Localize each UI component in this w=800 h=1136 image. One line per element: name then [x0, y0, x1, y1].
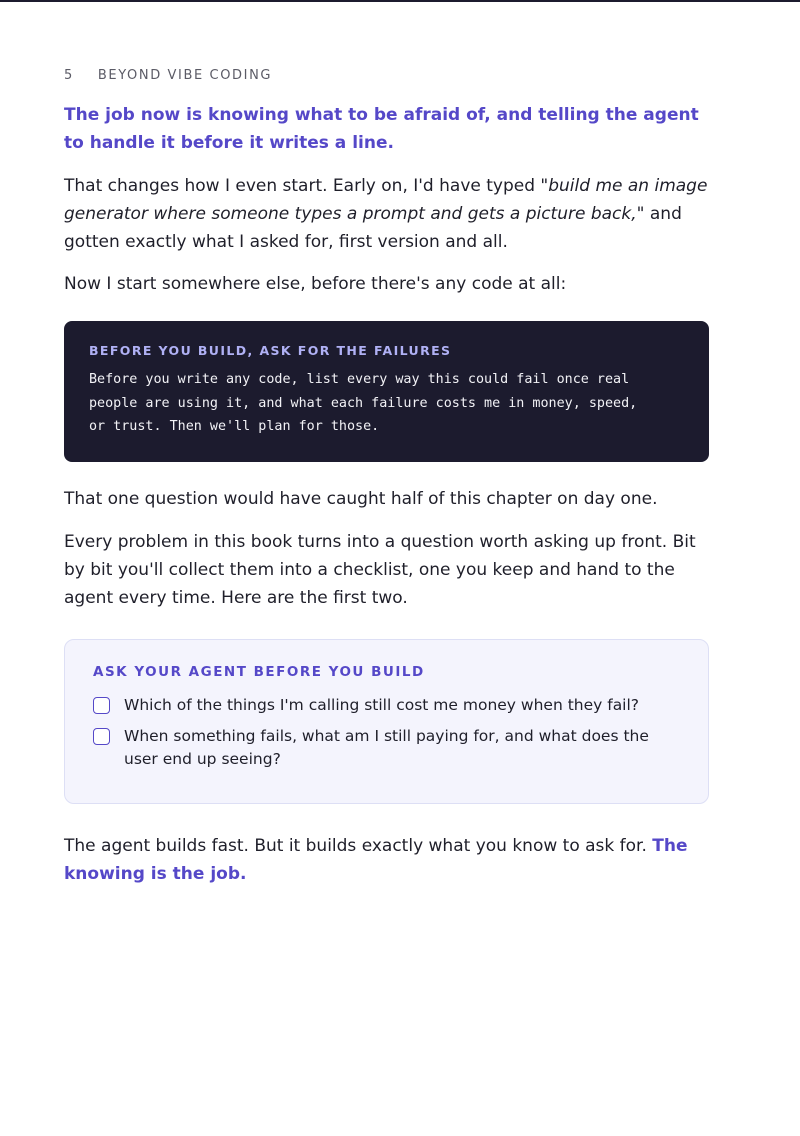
checkbox[interactable] — [93, 728, 110, 745]
paragraph-checklist-intro: Every problem in this book turns into a question worth asking up front. Bit by bit you'll collect them into a checklist, one you keep and hand to the agent every time. Here are the first two. — [64, 532, 696, 608]
checklist-item-text: Which of the things I'm calling still cost me money when they fail? — [124, 696, 640, 714]
prompt-callout-text: Before you write any code, list every way this could fail once real people are using it, and what each failure costs me in money, speed, or trust. Then we'll plan for those. — [89, 372, 638, 434]
running-title: BEYOND VIBE CODING — [97, 68, 273, 83]
paragraph-start-elsewhere: Now I start somewhere else, before there's any code at all: — [64, 274, 567, 294]
paragraph-early-on-end: and gotten exactly what I asked for, first version and all. — [64, 204, 682, 252]
paragraph-early-on-start: That changes how I even start. Early on, I'd have typed — [64, 176, 541, 196]
closing-paragraph — [64, 832, 709, 888]
closing-text: The agent builds fast. But it builds exactly what you know to ask for. — [64, 836, 653, 856]
checklist-item-text: When something fails, what am I still paying for, and what does the user end up seeing? — [124, 727, 649, 768]
paragraph-early-on — [64, 172, 709, 256]
page-number: 5 — [64, 68, 74, 83]
closing-accent: The knowing is the job. — [64, 836, 688, 884]
paragraph-one-question: That one question would have caught half of this chapter on day one. — [64, 489, 658, 509]
checklist-title: ASK YOUR AGENT BEFORE YOU BUILD — [93, 664, 425, 680]
prompt-callout-label: BEFORE YOU BUILD, ASK FOR THE FAILURES — [89, 343, 452, 358]
checklist-item — [93, 694, 680, 717]
quoted-prompt: "build me an image generator where someone types a prompt and gets a picture back," — [64, 176, 708, 224]
prompt-callout — [64, 321, 709, 462]
checkbox[interactable] — [93, 697, 110, 714]
lead-statement: The job now is knowing what to be afraid of, and telling the agent to handle it before it writes a line. — [64, 105, 699, 153]
top-rule — [0, 0, 800, 2]
running-head — [64, 68, 272, 83]
checklist-callout — [64, 639, 709, 804]
checklist-item — [93, 725, 680, 771]
